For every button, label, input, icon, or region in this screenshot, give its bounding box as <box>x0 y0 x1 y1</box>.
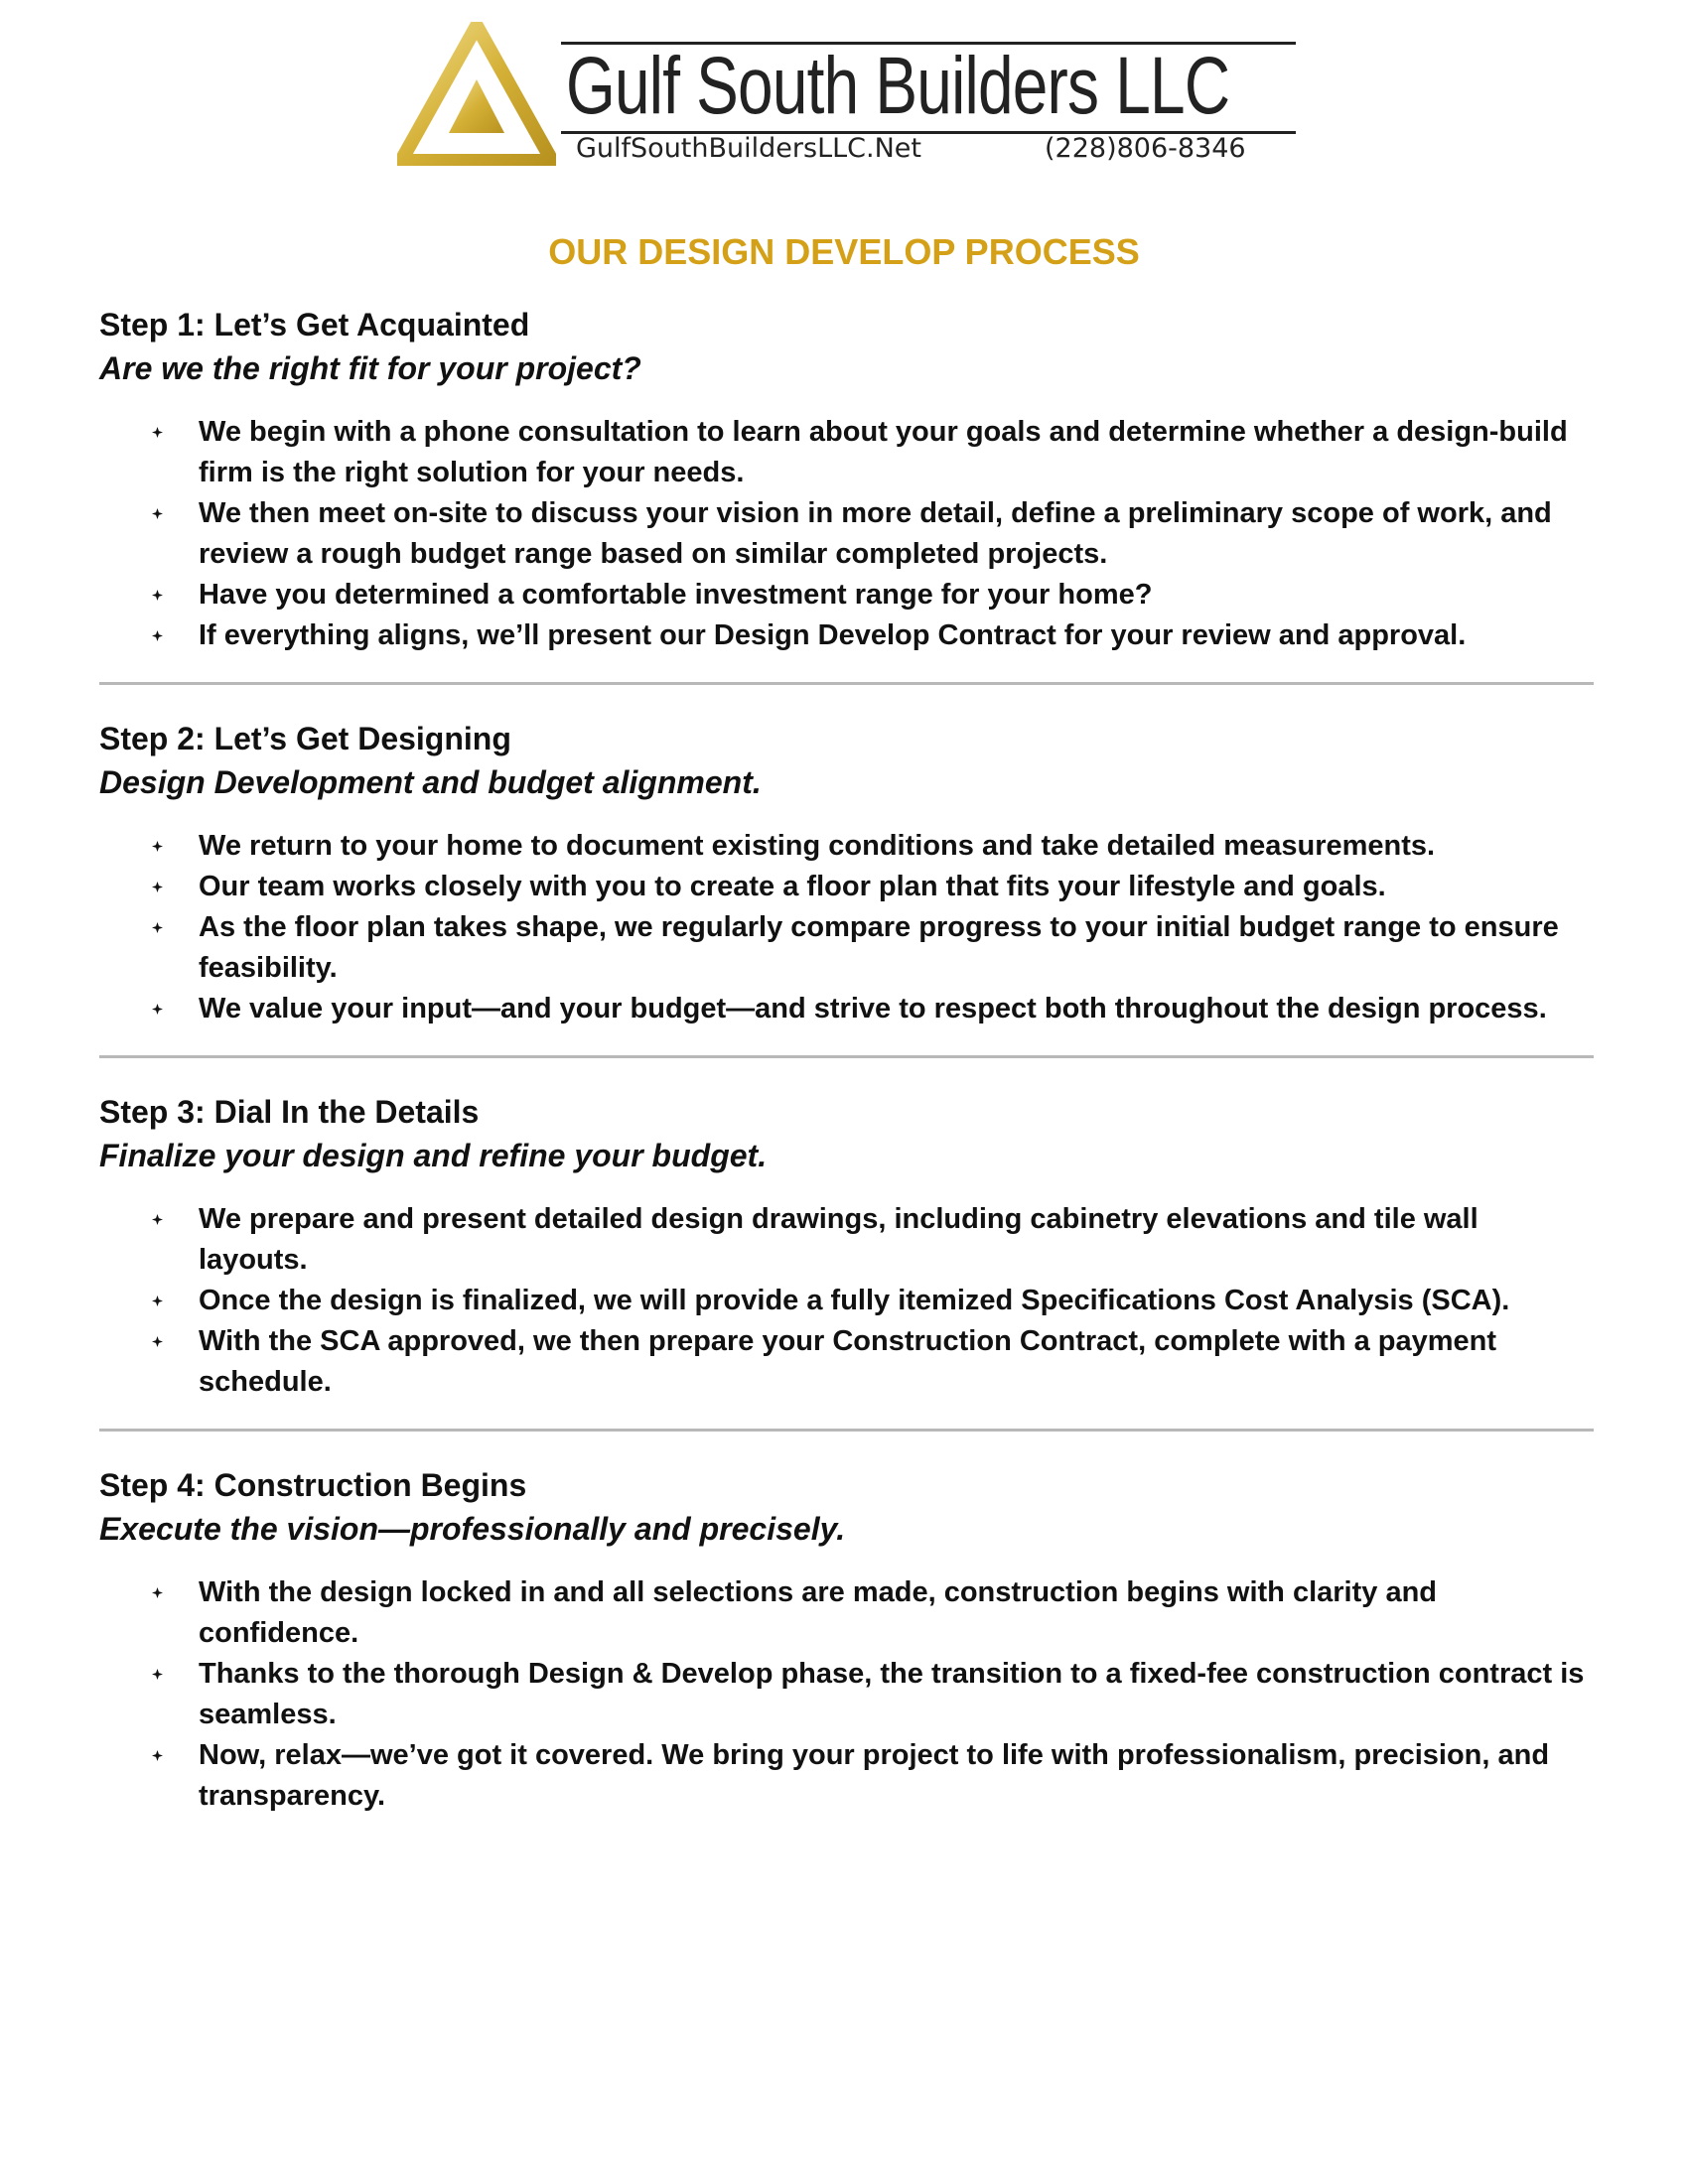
step-bullet-list <box>99 1572 1594 1817</box>
list-item <box>99 1735 1594 1817</box>
bullet-text: Have you determined a comfortable investment range for your home? <box>199 579 1153 611</box>
four-point-star-icon <box>152 508 163 519</box>
step-title: Step 2: Let’s Get Designing <box>99 721 511 756</box>
list-item <box>99 1199 1594 1281</box>
document-title: OUR DESIGN DEVELOP PROCESS <box>548 231 1140 272</box>
bullet-text: If everything aligns, we’ll present our Design Develop Contract for your review and approval. <box>199 619 1467 651</box>
company-website[interactable]: GulfSouthBuildersLLC.Net <box>576 133 921 164</box>
step-subtitle: Finalize your design and refine your budget. <box>99 1138 768 1173</box>
letterhead <box>397 22 1291 171</box>
four-point-star-icon <box>152 1750 163 1761</box>
step-subtitle: Execute the vision—professionally and precisely. <box>99 1511 846 1547</box>
step-subtitle: Are we the right fit for your project? <box>99 350 641 386</box>
step-bullet-list <box>99 826 1594 1029</box>
step-title: Step 1: Let’s Get Acquainted <box>99 307 530 342</box>
list-item <box>99 615 1594 656</box>
list-item <box>99 989 1594 1029</box>
list-item <box>99 412 1594 493</box>
four-point-star-icon <box>152 922 163 933</box>
step-1 <box>99 303 1594 656</box>
process-steps <box>99 303 1594 1817</box>
step-4 <box>99 1463 1594 1817</box>
list-item <box>99 1281 1594 1321</box>
section-divider <box>99 1429 1594 1432</box>
step-bullet-list <box>99 1199 1594 1403</box>
company-phone[interactable]: (228)806-8346 <box>1045 133 1246 164</box>
four-point-star-icon <box>152 1214 163 1225</box>
list-item <box>99 867 1594 907</box>
bullet-text: Our team works closely with you to create a floor plan that fits your lifestyle and goals. <box>199 871 1386 902</box>
four-point-star-icon <box>152 1296 163 1306</box>
gold-triangle-logo-icon <box>397 22 556 166</box>
bullet-text: Thanks to the thorough Design & Develop phase, the transition to a fixed-fee construction contract is seamless. <box>199 1658 1585 1730</box>
four-point-star-icon <box>152 1587 163 1598</box>
list-item <box>99 493 1594 575</box>
bullet-text: We then meet on-site to discuss your vision in more detail, define a preliminary scope of work, and review a rough budget range based on similar completed projects. <box>199 497 1552 570</box>
bullet-text: As the floor plan takes shape, we regularly compare progress to your initial budget range to ensure feasibility. <box>199 911 1559 984</box>
step-title: Step 4: Construction Begins <box>99 1467 527 1503</box>
bullet-text: With the design locked in and all selections are made, construction begins with clarity and confidence. <box>199 1576 1437 1649</box>
four-point-star-icon <box>152 1004 163 1015</box>
four-point-star-icon <box>152 1669 163 1680</box>
section-divider <box>99 682 1594 685</box>
step-bullet-list <box>99 412 1594 656</box>
list-item <box>99 1321 1594 1403</box>
list-item <box>99 575 1594 615</box>
four-point-star-icon <box>152 1336 163 1347</box>
list-item <box>99 1654 1594 1735</box>
bullet-text: Once the design is finalized, we will provide a fully itemized Specifications Cost Analysis (SCA). <box>199 1285 1510 1316</box>
step-3 <box>99 1090 1594 1403</box>
bullet-text: With the SCA approved, we then prepare your Construction Contract, complete with a payment schedule. <box>199 1325 1497 1398</box>
bullet-text: We begin with a phone consultation to learn about your goals and determine whether a design-build firm is the right solution for your needs. <box>199 416 1568 488</box>
four-point-star-icon <box>152 630 163 641</box>
step-subtitle: Design Development and budget alignment. <box>99 764 762 800</box>
bullet-text: We return to your home to document existing conditions and take detailed measurements. <box>199 830 1436 862</box>
bullet-text: We value your input—and your budget—and strive to respect both throughout the design process. <box>199 993 1547 1024</box>
step-2 <box>99 717 1594 1029</box>
list-item <box>99 826 1594 867</box>
step-title: Step 3: Dial In the Details <box>99 1094 480 1130</box>
company-name: Gulf South Builders LLC <box>566 41 1230 131</box>
list-item <box>99 907 1594 989</box>
four-point-star-icon <box>152 427 163 438</box>
list-item <box>99 1572 1594 1654</box>
four-point-star-icon <box>152 590 163 601</box>
section-divider <box>99 1055 1594 1058</box>
four-point-star-icon <box>152 882 163 892</box>
four-point-star-icon <box>152 841 163 852</box>
bullet-text: Now, relax—we’ve got it covered. We bring your project to life with professionalism, precision, and transparency. <box>199 1739 1550 1812</box>
bullet-text: We prepare and present detailed design drawings, including cabinetry elevations and tile wall layouts. <box>199 1203 1478 1276</box>
